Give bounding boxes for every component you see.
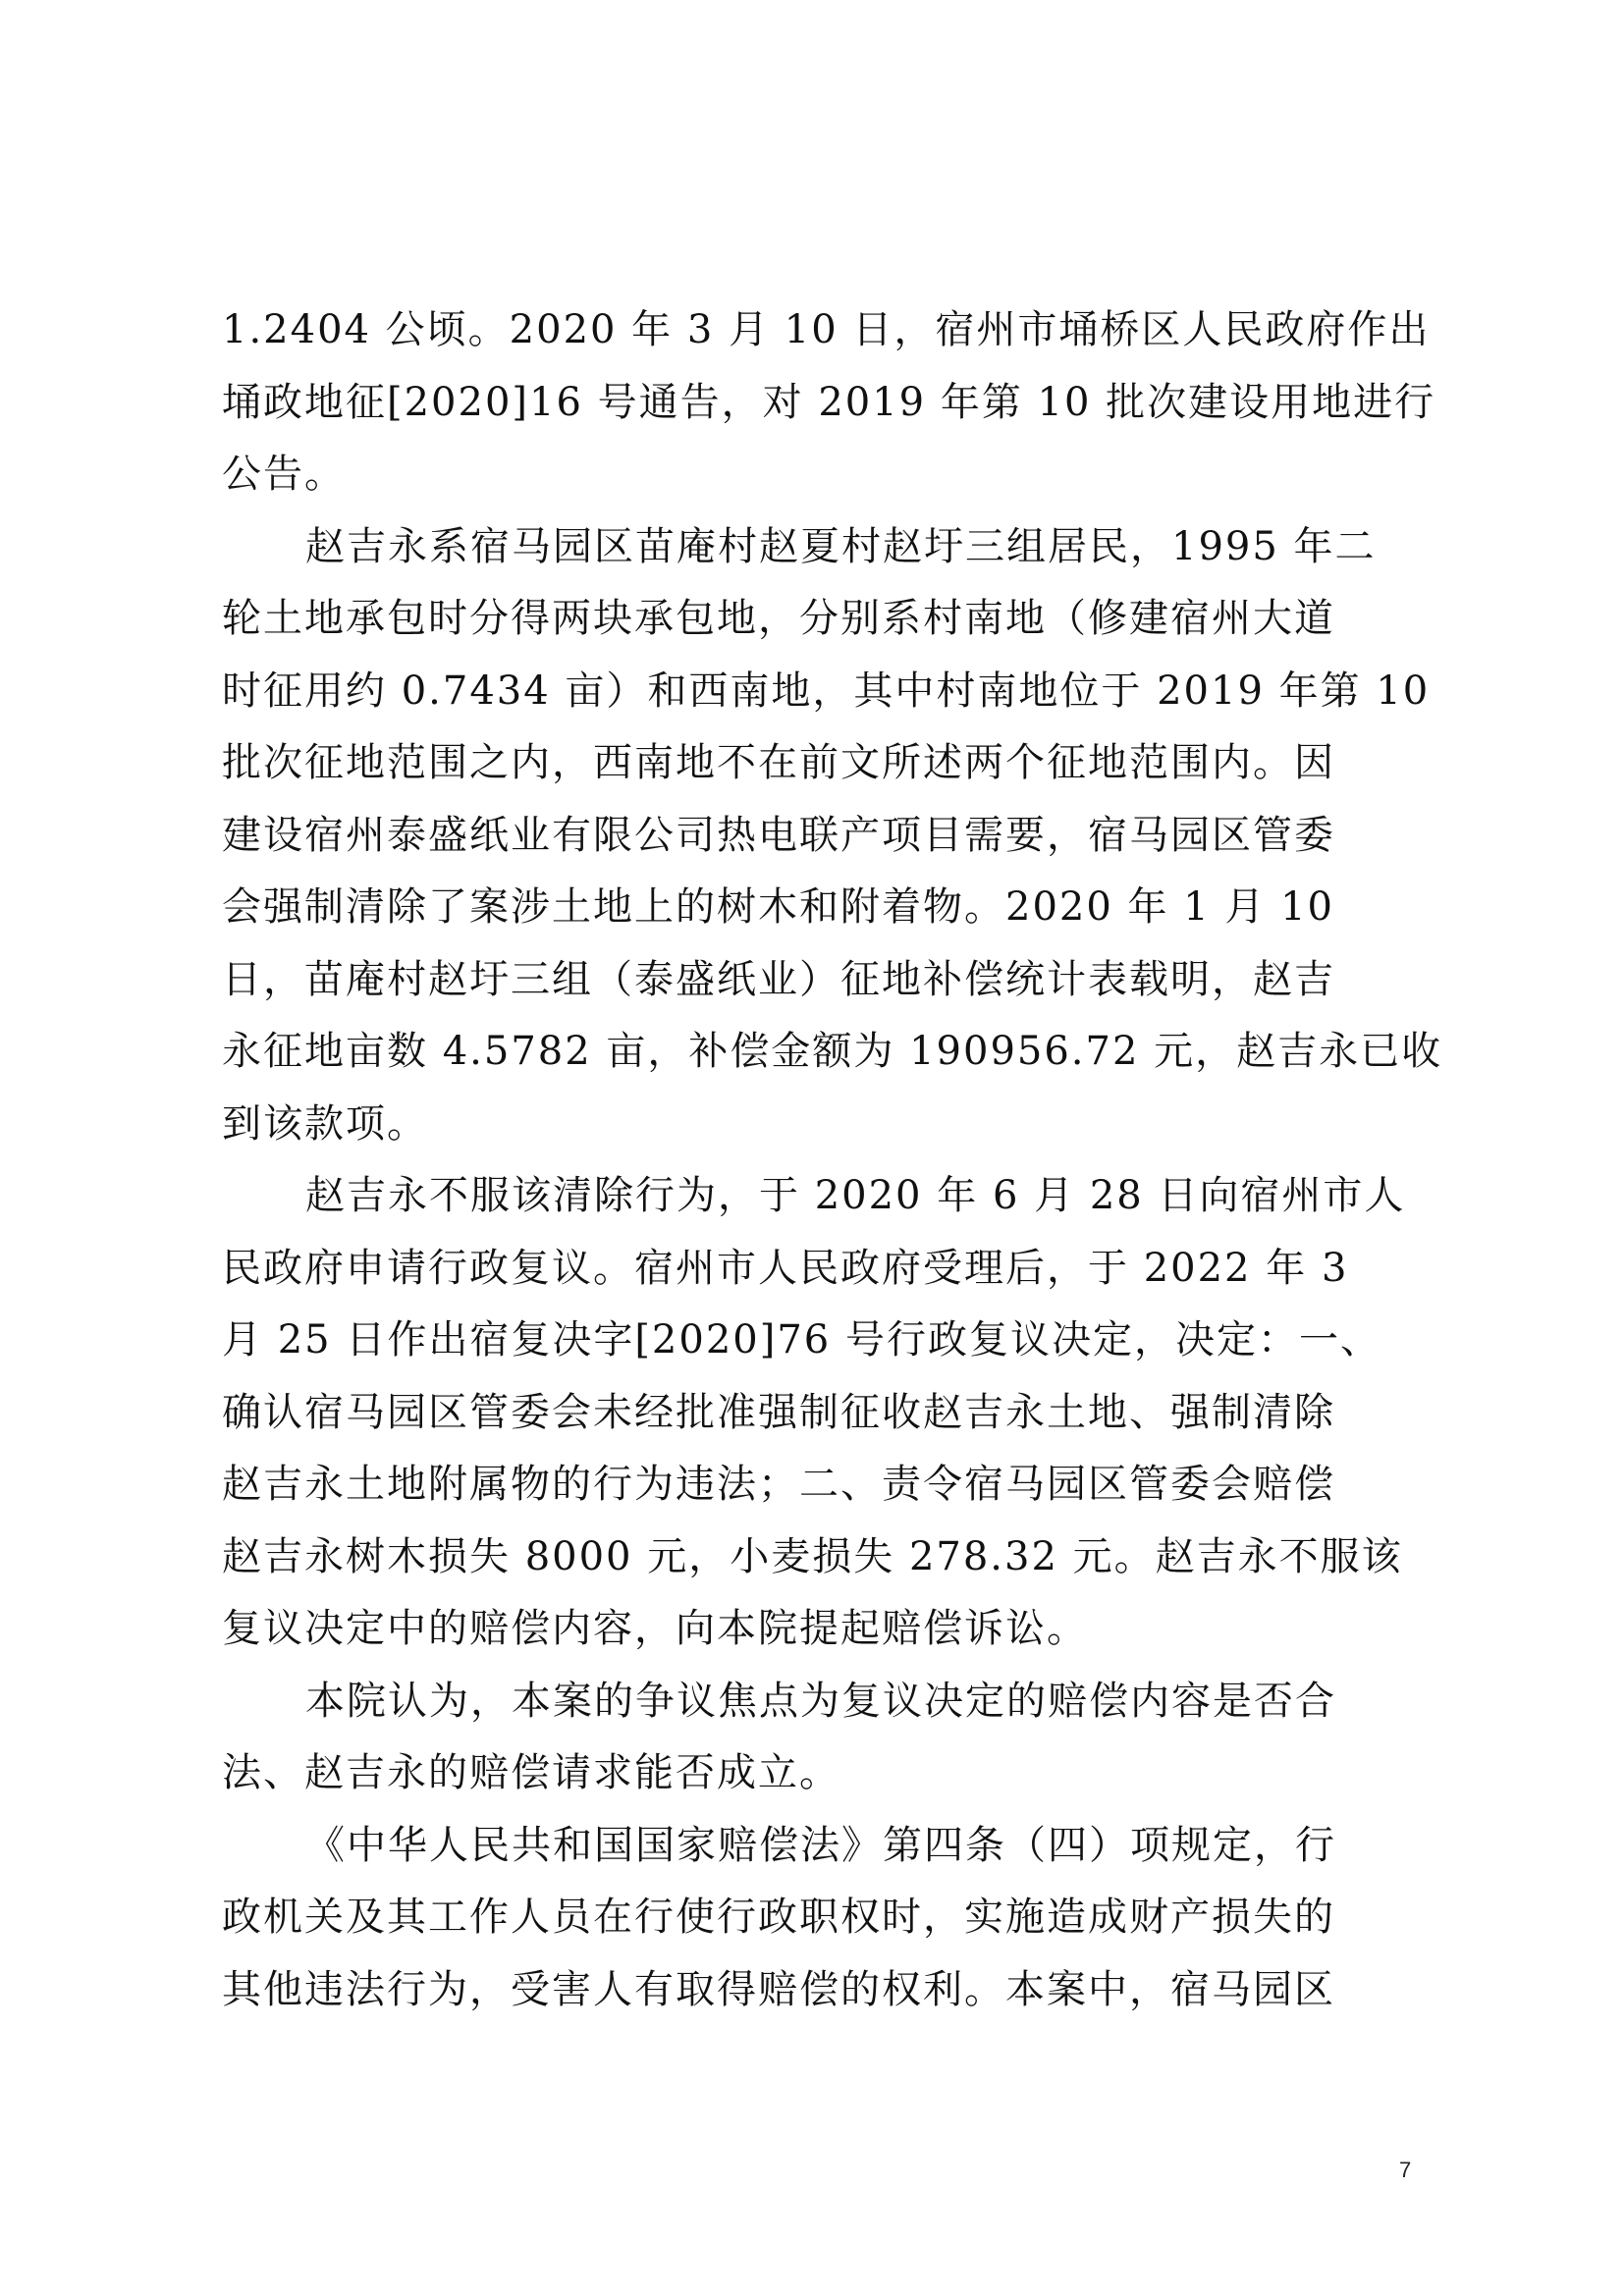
- paragraph-start-line: 《中华人民共和国国家赔偿法》第四条（四）项规定，行: [305, 1822, 1336, 1868]
- text-line: 复议决定中的赔偿内容，向本院提起赔偿诉讼。: [222, 1606, 1088, 1651]
- text-line: 会强制清除了案涉土地上的树木和附着物。2020 年 1 月 10: [222, 884, 1335, 930]
- page-number: 7: [1399, 2158, 1412, 2182]
- body-text: [222, 294, 1443, 2026]
- paragraph-start-line: 赵吉永不服该清除行为，于 2020 年 6 月 28 日向宿州市人: [305, 1173, 1406, 1218]
- text-line: 日，苗庵村赵圩三组（泰盛纸业）征地补偿统计表载明，赵吉: [222, 956, 1335, 1002]
- text-line: 永征地亩数 4.5782 亩，补偿金额为 190956.72 元，赵吉永已收: [222, 1029, 1443, 1074]
- text-line: 1.2404 公顷。2020 年 3 月 10 日，宿州市埇桥区人民政府作出: [222, 307, 1431, 352]
- paragraph-start-line: 赵吉永系宿马园区苗庵村赵夏村赵圩三组居民，1995 年二: [305, 523, 1377, 569]
- text-line: 民政府申请行政复议。宿州市人民政府受理后，于 2022 年 3: [222, 1245, 1349, 1291]
- text-line: 赵吉永土地附属物的行为违法；二、责令宿马园区管委会赔偿: [222, 1462, 1335, 1507]
- text-line: 政机关及其工作人员在行使行政职权时，实施造成财产损失的: [222, 1895, 1335, 1940]
- text-line: 轮土地承包时分得两块承包地，分别系村南地（修建宿州大道: [222, 596, 1335, 641]
- text-line: 批次征地范围之内，西南地不在前文所述两个征地范围内。因: [222, 740, 1335, 785]
- text-line: 时征用约 0.7434 亩）和西南地，其中村南地位于 2019 年第 10: [222, 667, 1431, 714]
- paragraph-start-line: 本院认为，本案的争议焦点为复议决定的赔偿内容是否合: [305, 1678, 1336, 1724]
- text-line: 建设宿州泰盛纸业有限公司热电联产项目需要，宿马园区管委: [222, 812, 1335, 858]
- text-line: 到该款项。: [222, 1100, 428, 1147]
- text-line: 公告。: [222, 452, 346, 497]
- text-line: 埇政地征[2020]16 号通告，对 2019 年第 10 批次建设用地进行: [222, 379, 1436, 425]
- text-line: 其他违法行为，受害人有取得赔偿的权利。本案中，宿马园区: [222, 1966, 1335, 2012]
- text-line: 法、赵吉永的赔偿请求能否成立。: [222, 1750, 840, 1795]
- text-line: 赵吉永树木损失 8000 元，小麦损失 278.32 元。赵吉永不服该: [222, 1533, 1403, 1579]
- text-line: 确认宿马园区管委会未经批准强制征收赵吉永土地、强制清除: [222, 1389, 1335, 1435]
- text-line: 月 25 日作出宿复决字[2020]76 号行政复议决定，决定：一、: [222, 1317, 1381, 1362]
